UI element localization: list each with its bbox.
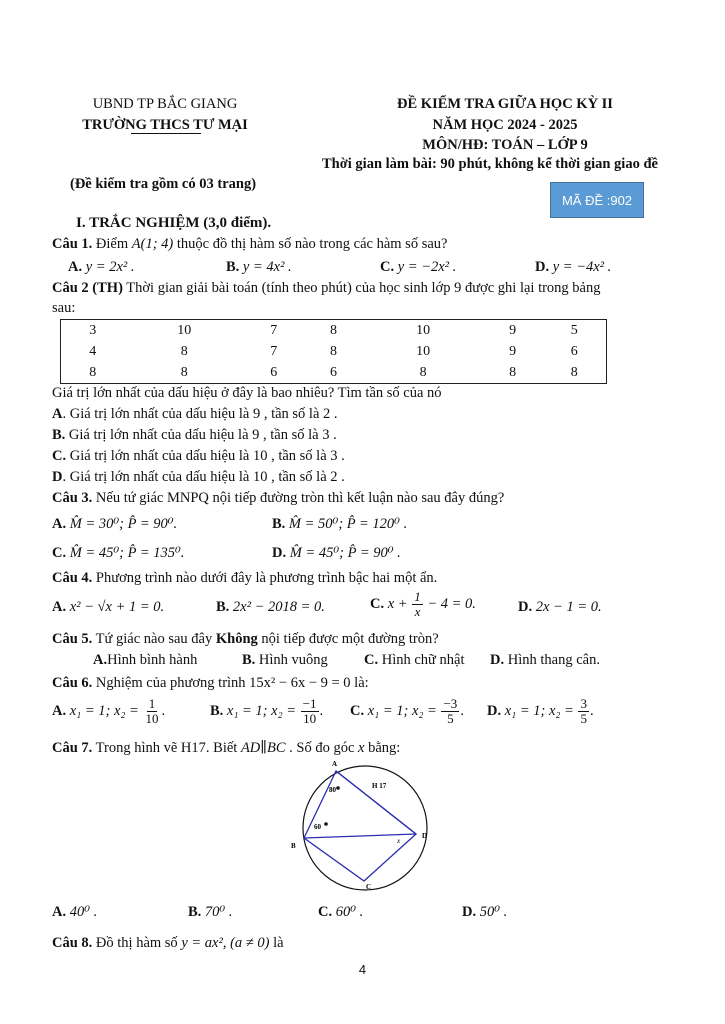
- option-a[interactable]: [52, 406, 338, 423]
- option-letter: C.: [52, 448, 67, 464]
- option-letter: A.: [52, 904, 67, 920]
- table-cell: 3: [89, 322, 97, 338]
- option-letter: B.: [188, 904, 202, 920]
- table-cell: 6: [330, 364, 337, 380]
- question-text: bằng:: [364, 740, 401, 756]
- angle-marker: [324, 822, 328, 826]
- option-letter: B.: [226, 259, 240, 275]
- option-text: . Giá trị lớn nhất của dấu hiệu là 9 , tần số là 2 .: [62, 406, 338, 422]
- question-label: Câu 6.: [52, 675, 93, 691]
- question-6: [52, 675, 369, 692]
- option-letter: A.: [52, 702, 67, 719]
- option-c[interactable]: [52, 448, 345, 465]
- exam-title: ĐỀ KIỂM TRA GIỮA HỌC KỲ II: [397, 96, 613, 112]
- question-text: . Số đo góc: [285, 740, 358, 756]
- option-text: . Giá trị lớn nhất của dấu hiệu là 10 , tần số là 2 .: [62, 469, 345, 485]
- option-text: − 4 = 0.: [423, 595, 476, 612]
- parallel-relation: AD∥BC: [240, 740, 286, 756]
- table-cell: 8: [180, 364, 188, 380]
- table-cell: 7: [270, 322, 278, 338]
- question-text: là: [269, 935, 284, 951]
- table-cell: 8: [570, 364, 578, 380]
- option-b[interactable]: [188, 904, 233, 921]
- option-text: y = 2x² .: [85, 259, 135, 275]
- school-name: TRƯỜNG THCS TƯ MẠI: [82, 117, 248, 133]
- option-c[interactable]: [364, 652, 465, 669]
- option-c[interactable]: [350, 697, 464, 726]
- option-letter: C.: [380, 259, 395, 275]
- option-text: 2x² − 2018 = 0.: [232, 599, 325, 615]
- option-c[interactable]: [380, 259, 456, 276]
- option-letter: B.: [210, 702, 224, 719]
- fraction: [143, 697, 160, 726]
- option-letter: D.: [518, 599, 533, 615]
- option-text: Hình thang cân.: [504, 652, 600, 668]
- option-d[interactable]: [490, 652, 600, 669]
- option-letter: D.: [487, 702, 502, 719]
- option-text: Giá trị lớn nhất của dấu hiệu là 10 , tần số là 3 .: [66, 448, 345, 464]
- exam-code-badge: MÃ ĐỀ :902: [550, 182, 644, 218]
- option-letter: C.: [370, 595, 385, 612]
- option-a[interactable]: [93, 652, 197, 669]
- question-text: Phương trình nào dưới đây là phương trình bậc hai một ẩn.: [92, 570, 438, 586]
- table-cell: 9: [509, 322, 517, 338]
- vertex-a-label: A: [332, 760, 338, 768]
- fraction-numerator: 3: [580, 696, 587, 711]
- option-text: 2x − 1 = 0.: [535, 599, 602, 615]
- question-4: [52, 570, 437, 587]
- option-text: Hình vuông: [255, 652, 328, 668]
- question-label: Câu 8.: [52, 935, 93, 951]
- option-letter: A.: [52, 599, 67, 615]
- option-letter: B.: [52, 427, 66, 443]
- table-cell: 9: [509, 343, 517, 359]
- question-label: Câu 2 (TH): [52, 280, 123, 296]
- fraction-denominator: 10: [303, 711, 317, 726]
- vertex-c-label: C: [366, 883, 372, 891]
- question-label: Câu 1.: [52, 236, 93, 252]
- option-text: .: [161, 702, 166, 719]
- option-text: y = −2x² .: [397, 259, 457, 275]
- option-text: x₁ = 1; x₂ =: [504, 702, 578, 719]
- angle-variable: x: [358, 740, 365, 756]
- option-text: x₁ = 1; x₂ =: [69, 702, 143, 719]
- question-text: thuộc đồ thị hàm số nào trong các hàm số sau?: [173, 236, 448, 252]
- option-a[interactable]: [52, 599, 164, 616]
- option-letter: D: [52, 469, 63, 485]
- option-b[interactable]: [210, 697, 323, 726]
- fraction: [412, 590, 423, 619]
- option-d[interactable]: [487, 697, 594, 726]
- table-cell: 8: [180, 343, 188, 359]
- question-text: Thời gian giải bài toán (tính theo phút) của học sinh lớp 9 được ghi lại trong bảng: [122, 280, 601, 296]
- figure-h17: [280, 755, 440, 895]
- fraction-numerator: 1: [148, 696, 156, 711]
- option-b[interactable]: [226, 259, 292, 276]
- option-letter: B.: [272, 516, 286, 532]
- option-letter: C.: [350, 702, 365, 719]
- question-label: Câu 5.: [52, 631, 93, 647]
- function-expression: y = ax², (a ≠ 0): [181, 935, 270, 951]
- pages-note: (Đề kiểm tra gồm có 03 trang): [70, 176, 257, 192]
- fraction-denominator: 10: [145, 711, 159, 726]
- table-cell: 6: [270, 364, 278, 380]
- point-expression: A(1; 4): [131, 236, 174, 252]
- option-text: Hình chữ nhật: [378, 652, 465, 668]
- section-title: I. TRẮC NGHIỆM (3,0 điểm).: [76, 215, 272, 231]
- option-letter: B.: [216, 599, 230, 615]
- table-cell: 10: [416, 322, 431, 338]
- option-letter: A.: [52, 516, 67, 532]
- question-2-prompt: Giá trị lớn nhất của dấu hiệu ở đây là bao nhiêu? Tìm tần số của nó: [52, 385, 442, 401]
- page-number: 4: [358, 962, 367, 977]
- option-d[interactable]: [535, 259, 611, 276]
- option-text: y = 4x² .: [242, 259, 292, 275]
- option-text: x₁ = 1; x₂ =: [226, 702, 300, 719]
- table-cell: 8: [419, 364, 427, 380]
- school-year: NĂM HỌC 2024 - 2025: [432, 117, 578, 133]
- option-letter: A: [52, 406, 63, 422]
- option-text: M̂ = 30⁰; P̂ = 90⁰.: [69, 516, 178, 532]
- table-cell: 10: [416, 343, 431, 359]
- option-text: x₁ = 1; x₂ =: [367, 702, 441, 719]
- angle-x-label: x: [397, 837, 401, 845]
- table-cell: 10: [177, 322, 192, 338]
- option-letter: D.: [535, 259, 550, 275]
- fraction: [301, 697, 319, 726]
- option-d[interactable]: [272, 545, 401, 562]
- table-row: [61, 341, 607, 362]
- question-text: Điểm: [92, 236, 132, 252]
- question-text: Đồ thị hàm số: [92, 935, 182, 951]
- data-table: [60, 319, 607, 384]
- fraction-numerator: −1: [302, 696, 317, 711]
- option-d[interactable]: [462, 904, 507, 921]
- option-letter: C.: [318, 904, 333, 920]
- question-8: [52, 935, 284, 952]
- question-label: Câu 3.: [52, 490, 93, 506]
- angle-marker: [336, 786, 340, 790]
- option-d[interactable]: [52, 469, 345, 486]
- fraction-denominator: 5: [447, 711, 454, 726]
- option-text: x² − √x + 1 = 0.: [69, 599, 165, 615]
- question-1: [52, 236, 447, 253]
- option-letter: A.: [93, 652, 108, 668]
- option-b[interactable]: [242, 652, 328, 669]
- option-text: Hình bình hành: [107, 652, 198, 668]
- question-text: Trong hình vẽ H17. Biết: [92, 740, 241, 756]
- option-c[interactable]: [52, 545, 184, 562]
- option-c[interactable]: [318, 904, 363, 921]
- table-cell: 8: [330, 322, 337, 338]
- question-label: Câu 7.: [52, 740, 93, 756]
- fraction-numerator: −3: [443, 696, 458, 711]
- question-text: nội tiếp được một đường tròn?: [257, 631, 439, 647]
- angle-60-label: 60: [314, 823, 321, 831]
- fraction-numerator: 1: [414, 589, 421, 604]
- option-b[interactable]: [52, 427, 337, 444]
- option-text: M̂ = 45⁰; P̂ = 135⁰.: [69, 545, 185, 561]
- option-text: .: [319, 702, 324, 719]
- option-text: 50⁰ .: [479, 904, 508, 920]
- table-cell: 5: [570, 322, 578, 338]
- question-3: [52, 490, 504, 507]
- option-text: 40⁰ .: [69, 904, 98, 920]
- question-2: [52, 280, 601, 297]
- question-text: Tứ giác nào sau đây: [92, 631, 216, 647]
- option-letter: D.: [462, 904, 477, 920]
- option-a[interactable]: [68, 259, 135, 276]
- angle-80-label: 80: [329, 786, 336, 794]
- question-2-cont: sau:: [52, 300, 76, 316]
- subject: MÔN/HĐ: TOÁN – LỚP 9: [422, 137, 588, 153]
- table-cell: 4: [89, 343, 97, 359]
- question-5: [52, 631, 439, 648]
- vertex-d-label: D: [422, 832, 428, 840]
- option-c[interactable]: [370, 590, 476, 619]
- option-b[interactable]: [216, 599, 325, 616]
- time-limit: Thời gian làm bài: 90 phút, không kể thời gian giao đề: [322, 156, 658, 172]
- header-divider: [131, 133, 201, 134]
- vertex-b-label: B: [291, 842, 296, 850]
- question-text: Nếu tứ giác MNPQ nội tiếp đường tròn thì kết luận nào sau đây đúng?: [92, 490, 505, 506]
- option-text: x +: [387, 595, 412, 612]
- table-row: [61, 320, 607, 342]
- option-letter: A.: [68, 259, 83, 275]
- school-authority: UBND TP BẮC GIANG: [92, 96, 238, 112]
- option-a[interactable]: [52, 904, 97, 921]
- option-text: y = −4x² .: [552, 259, 612, 275]
- fraction-denominator: 5: [580, 711, 587, 726]
- table-cell: 8: [89, 364, 97, 380]
- option-text: M̂ = 45⁰; P̂ = 90⁰ .: [289, 545, 401, 561]
- fraction-denominator: x: [414, 604, 421, 619]
- option-text: 70⁰ .: [204, 904, 233, 920]
- table-row: [61, 362, 607, 384]
- option-letter: C.: [364, 652, 379, 668]
- figure-title: H 17: [372, 782, 387, 790]
- option-b[interactable]: [272, 516, 407, 533]
- option-d[interactable]: [518, 599, 602, 616]
- table-cell: 6: [570, 343, 578, 359]
- question-emphasis: Không: [215, 631, 258, 647]
- option-letter: D.: [490, 652, 505, 668]
- question-label: Câu 4.: [52, 570, 93, 586]
- option-text: Giá trị lớn nhất của dấu hiệu là 9 , tần số là 3 .: [65, 427, 337, 443]
- question-text: Nghiệm của phương trình 15x² − 6x − 9 = 0 là:: [92, 675, 369, 691]
- fraction: [578, 697, 589, 726]
- table-cell: 8: [330, 343, 337, 359]
- option-a[interactable]: [52, 516, 177, 533]
- table-cell: 7: [270, 343, 278, 359]
- option-a[interactable]: [52, 697, 165, 726]
- option-letter: D.: [272, 545, 287, 561]
- option-text: .: [460, 702, 464, 719]
- option-letter: B.: [242, 652, 256, 668]
- table-cell: 8: [509, 364, 517, 380]
- option-text: M̂ = 50⁰; P̂ = 120⁰ .: [288, 516, 408, 532]
- option-text: 60⁰ .: [335, 904, 364, 920]
- option-text: .: [589, 702, 594, 719]
- option-letter: C.: [52, 545, 67, 561]
- fraction: [441, 697, 459, 726]
